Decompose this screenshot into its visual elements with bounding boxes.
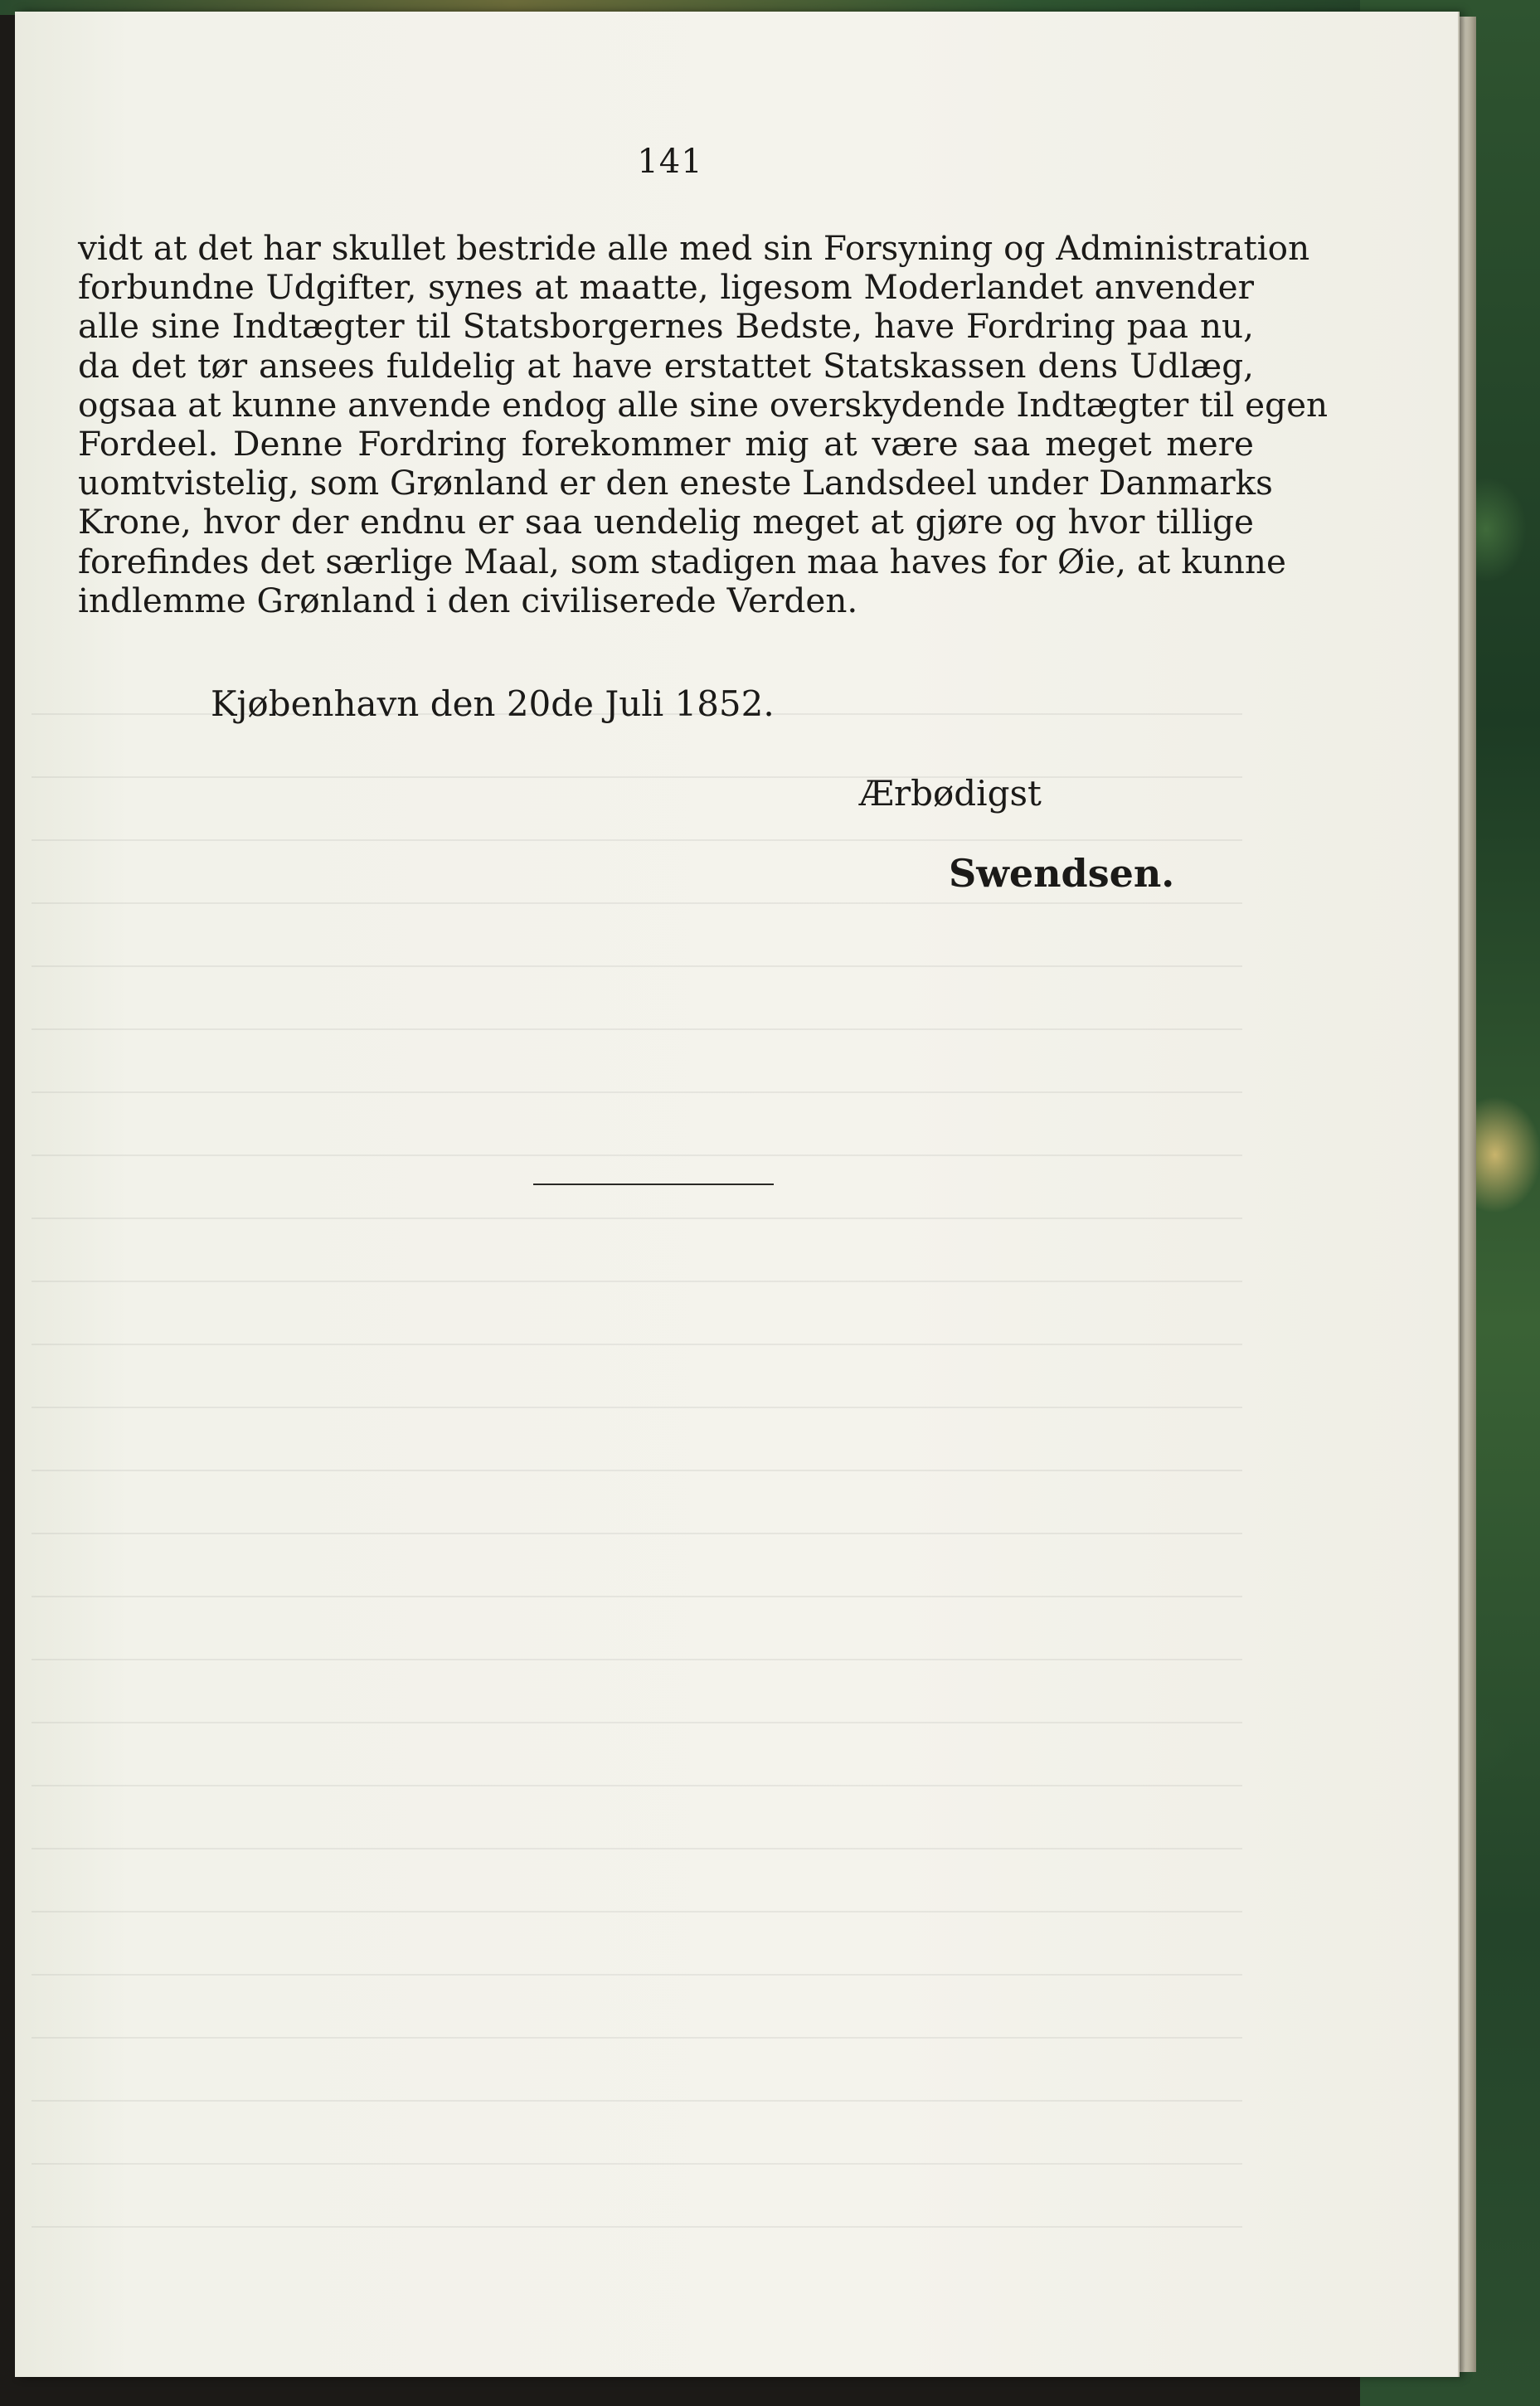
body-line: vidt at det har skullet bestride alle med sin Forsyning og Administration [78,228,1310,268]
page-edge [1458,17,1476,2372]
body-line: Fordeel. Denne Fordring forekommer mig at være saa meget mere [78,424,1254,464]
body-line: da det tør ansees fuldelig at have erstattet Statskassen dens Udlæg, [78,345,1254,386]
signature: Swendsen. [949,851,1175,896]
page-number: 141 [637,143,703,181]
section-rule [533,1184,774,1185]
body-line: indlemme Grønland i den civiliserede Verden. [78,580,858,620]
body-line: uomtvistelig, som Grønland er den eneste Landsdeel under Danmarks [78,463,1273,503]
body-line: Krone, hvor der endnu er saa uendelig meget at gjøre og hvor tillige [78,502,1254,542]
body-line: forefindes det særlige Maal, som stadigen maa haves for Øie, at kunne [78,541,1286,581]
page-content [15,12,1458,2377]
body-line: alle sine Indtægter til Statsborgernes Bedste, have Fordring paa nu, [78,306,1254,347]
place-date: Kjøbenhavn den 20de Juli 1852. [211,683,775,724]
book-page [15,12,1458,2377]
body-line: forbundne Udgifter, synes at maatte, ligesom Moderlandet anvender [78,267,1254,308]
closing-salutation: Ærbødigst [859,773,1042,814]
body-paragraph [78,228,1329,620]
body-line: ogsaa at kunne anvende endog alle sine overskydende Indtægter til egen [78,384,1329,425]
